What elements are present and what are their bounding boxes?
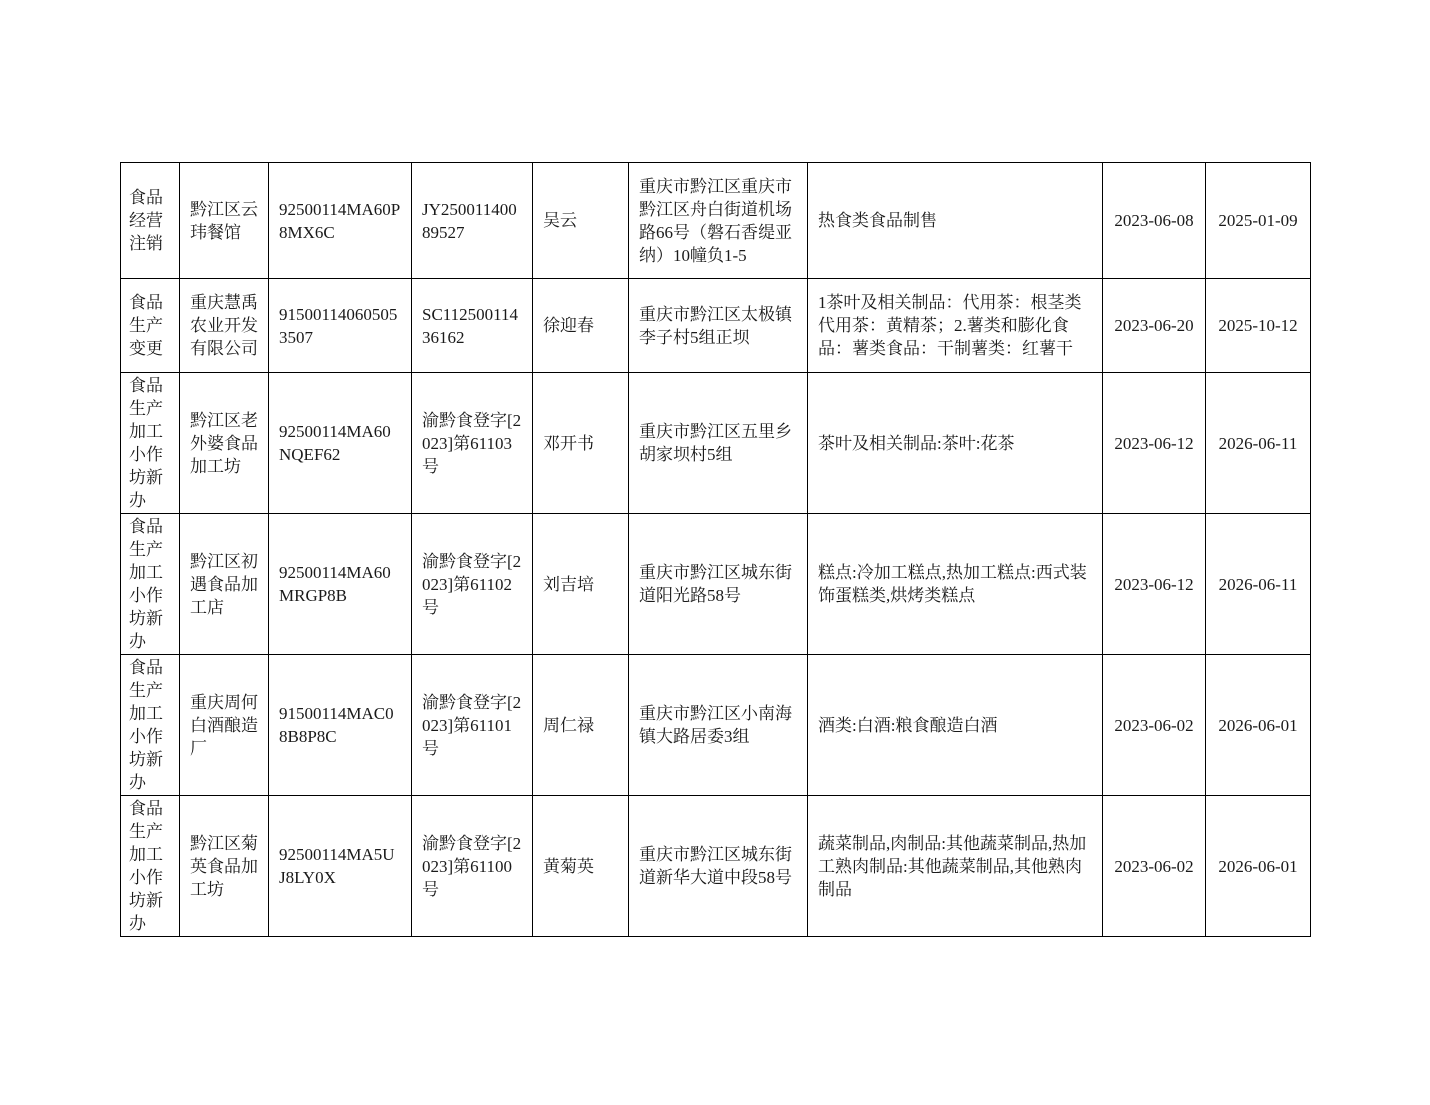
record-type-cell: 食品生产加工小作坊新办 <box>121 514 180 655</box>
issue-date-cell: 2023-06-02 <box>1103 655 1206 796</box>
legal-person-cell: 吴云 <box>533 163 629 279</box>
business-name-cell: 重庆慧禹农业开发有限公司 <box>180 279 269 373</box>
address-cell: 重庆市黔江区城东街道新华大道中段58号 <box>629 796 808 937</box>
business-scope-cell: 热食类食品制售 <box>808 163 1103 279</box>
credit-code-cell: 92500114MA60P8MX6C <box>269 163 412 279</box>
address-cell: 重庆市黔江区重庆市黔江区舟白街道机场路66号（磐石香缇亚纳）10幢负1-5 <box>629 163 808 279</box>
expiry-date-cell: 2026-06-01 <box>1206 655 1311 796</box>
table-row <box>121 163 1311 279</box>
legal-person-cell: 邓开书 <box>533 373 629 514</box>
expiry-date-cell: 2026-06-11 <box>1206 514 1311 655</box>
credit-code-cell: 915001140605053507 <box>269 279 412 373</box>
table-row <box>121 655 1311 796</box>
expiry-date-cell: 2025-01-09 <box>1206 163 1311 279</box>
address-cell: 重庆市黔江区小南海镇大路居委3组 <box>629 655 808 796</box>
expiry-date-cell: 2025-10-12 <box>1206 279 1311 373</box>
credit-code-cell: 92500114MA60MRGP8B <box>269 514 412 655</box>
business-name-cell: 重庆周何白酒酿造厂 <box>180 655 269 796</box>
license-number-cell: 渝黔食登字[2023]第61102号 <box>412 514 533 655</box>
table-row <box>121 514 1311 655</box>
record-type-cell: 食品生产加工小作坊新办 <box>121 796 180 937</box>
record-type-cell: 食品生产变更 <box>121 279 180 373</box>
business-name-cell: 黔江区云玮餐馆 <box>180 163 269 279</box>
issue-date-cell: 2023-06-12 <box>1103 514 1206 655</box>
license-number-cell: JY25001140089527 <box>412 163 533 279</box>
credit-code-cell: 92500114MA60NQEF62 <box>269 373 412 514</box>
business-scope-cell: 酒类:白酒:粮食酿造白酒 <box>808 655 1103 796</box>
business-scope-cell: 糕点:冷加工糕点,热加工糕点:西式装饰蛋糕类,烘烤类糕点 <box>808 514 1103 655</box>
table-row <box>121 279 1311 373</box>
address-cell: 重庆市黔江区五里乡胡家坝村5组 <box>629 373 808 514</box>
business-name-cell: 黔江区老外婆食品加工坊 <box>180 373 269 514</box>
legal-person-cell: 周仁禄 <box>533 655 629 796</box>
expiry-date-cell: 2026-06-11 <box>1206 373 1311 514</box>
license-number-cell: 渝黔食登字[2023]第61101号 <box>412 655 533 796</box>
business-scope-cell: 1茶叶及相关制品：代用茶：根茎类代用茶：黄精茶；2.薯类和膨化食品：薯类食品：干制薯类：红薯干 <box>808 279 1103 373</box>
legal-person-cell: 徐迎春 <box>533 279 629 373</box>
table-row <box>121 373 1311 514</box>
legal-person-cell: 刘吉培 <box>533 514 629 655</box>
business-name-cell: 黔江区初遇食品加工店 <box>180 514 269 655</box>
expiry-date-cell: 2026-06-01 <box>1206 796 1311 937</box>
issue-date-cell: 2023-06-20 <box>1103 279 1206 373</box>
record-type-cell: 食品经营注销 <box>121 163 180 279</box>
issue-date-cell: 2023-06-08 <box>1103 163 1206 279</box>
record-type-cell: 食品生产加工小作坊新办 <box>121 373 180 514</box>
address-cell: 重庆市黔江区城东街道阳光路58号 <box>629 514 808 655</box>
business-scope-cell: 茶叶及相关制品:茶叶:花茶 <box>808 373 1103 514</box>
issue-date-cell: 2023-06-02 <box>1103 796 1206 937</box>
business-name-cell: 黔江区菊英食品加工坊 <box>180 796 269 937</box>
license-number-cell: SC11250011436162 <box>412 279 533 373</box>
issue-date-cell: 2023-06-12 <box>1103 373 1206 514</box>
credit-code-cell: 92500114MA5UJ8LY0X <box>269 796 412 937</box>
table-row <box>121 796 1311 937</box>
license-number-cell: 渝黔食登字[2023]第61103号 <box>412 373 533 514</box>
legal-person-cell: 黄菊英 <box>533 796 629 937</box>
credit-code-cell: 91500114MAC08B8P8C <box>269 655 412 796</box>
record-type-cell: 食品生产加工小作坊新办 <box>121 655 180 796</box>
address-cell: 重庆市黔江区太极镇李子村5组正坝 <box>629 279 808 373</box>
business-scope-cell: 蔬菜制品,肉制品:其他蔬菜制品,热加工熟肉制品:其他蔬菜制品,其他熟肉制品 <box>808 796 1103 937</box>
license-records-table <box>120 162 1311 937</box>
license-number-cell: 渝黔食登字[2023]第61100号 <box>412 796 533 937</box>
